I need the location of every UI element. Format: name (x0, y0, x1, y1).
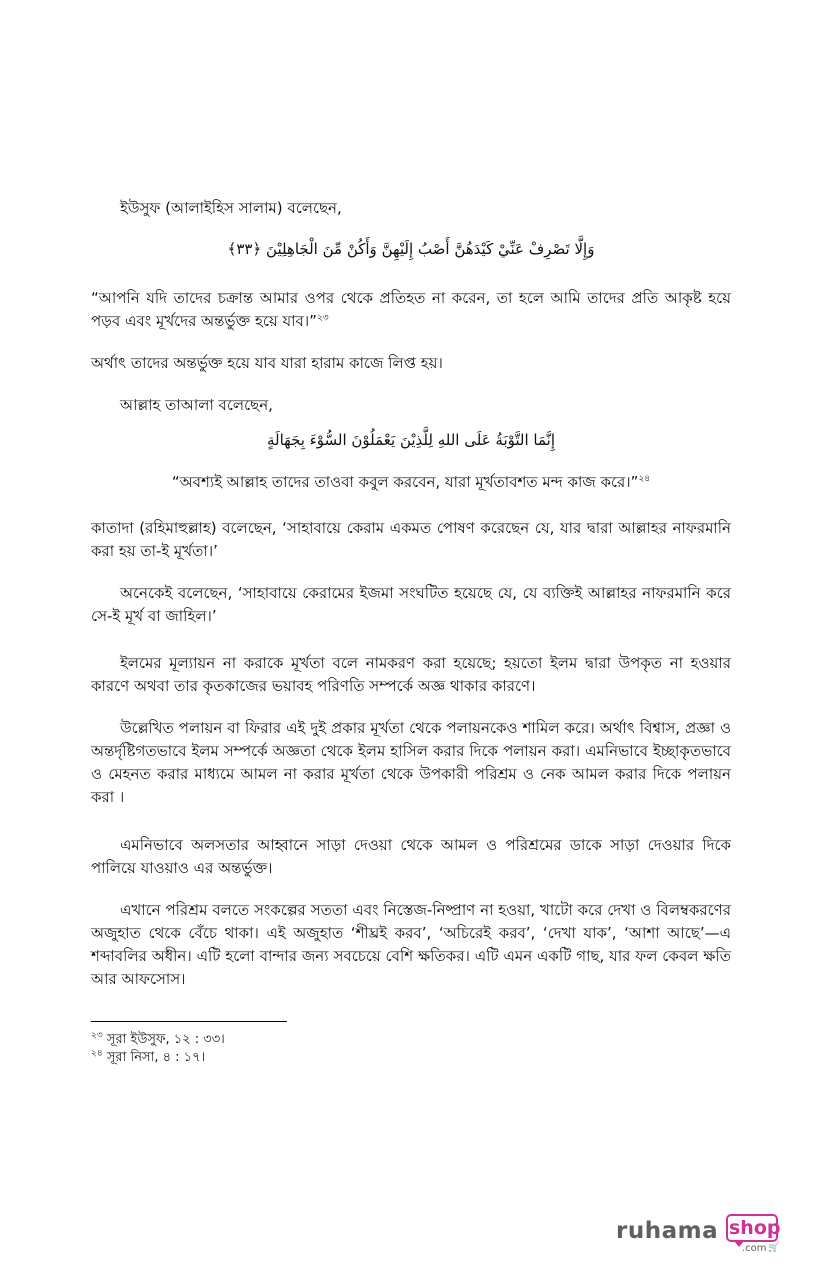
paragraph-laziness: এমনিভাবে অলসতার আহ্বানে সাড়া দেওয়া থেকে আমল ও পরিশ্রমের ডাকে সাড়া দেওয়ার দিকে পালিয়ে যাওয়াও এর অন্তর্ভুক্ত। (91, 836, 731, 877)
arabic-verse-tawbah: إِنَّمَا التَّوْبَةُ عَلَى اللهِ لِلَّذِيْنَ يَعْمَلُوْنَ السُّوْءَ بِجَهَالَةٍ (266, 431, 556, 449)
footnote-24 (91, 1049, 205, 1066)
paragraph-escape: উল্লেখিত পলায়ন বা ফিরার এই দুই প্রকার মূর্খতা থেকে পলায়নকেও শামিল করে। অর্থাৎ বিশ্বাস, প্রজ্ঞা ও অন্তর্দৃষ্টিগতভাবে ইলম সম্পর্কে অজ্ঞতা থেকে ইলম হাসিল করার দিকে পলায়ন করা। এমনিভাবে ইচ্ছাকৃতভাবে ও মেহনত করার মাধ্যমে আমল না করার মূর্খতা থেকে উপকারী পরিশ্রম ও নেক আমল করার দিকে পলায়ন করা । (91, 719, 731, 806)
translation-text: “অবশ্যই আল্লাহ তাদের তাওবা কবুল করবেন, যারা মূর্খতাবশত মন্দ কাজ করে।” (171, 473, 639, 491)
ruhamashop-logo[interactable] (616, 1212, 781, 1257)
cart-icon: 🛒 (768, 1243, 780, 1253)
paragraph-effort: এখানে পরিশ্রম বলতে সংকল্পের সততা এবং নিস্তেজ-নিষ্প্রাণ না হওয়া, খাটো করে দেখা ও বিলম্বকরণের অজুহাত থেকে বেঁচে থাকা। এই অজুহাত ‘শীঘ্রই করব’, ‘অচিরেই করব’, ‘দেখা যাক’, ‘আশা আছে’—এ শব্দাবলির অধীন। এটি হলো বান্দার জন্য সবচেয়ে বেশি ক্ষতিকর। এটি এমন একটি গাছ, যার ফল কেবল ক্ষতি আর আফসোস। (91, 901, 731, 988)
logo-text-ruhama: ruhama (616, 1218, 719, 1244)
paragraph-explanation: অর্থাৎ তাদের অন্তর্ভুক্ত হয়ে যাব যারা হারাম কাজে লিপ্ত হয়। (91, 354, 443, 372)
paragraph-ilm: ইলমের মূল্যায়ন না করাকে মূর্খতা বলে নামকরণ করা হয়েছে; হয়তো ইলম দ্বারা উপকৃত না হওয়ার কারণে অথবা তার কৃতকাজের ভয়াবহ পরিণতি সম্পর্কে অজ্ঞ থাকার কারণে। (91, 654, 731, 695)
paragraph-translation-1 (91, 287, 731, 333)
footnote-number: ২৪ (91, 1048, 103, 1059)
paragraph-qatadah: কাতাদা (রহিমাহুল্লাহ) বলেছেন, ‘সাহাবায়ে কেরাম একমত পোষণ করেছেন যে, যার দ্বারা আল্লাহর নাফরমানি করা হয় তা-ই মূর্খতা।’ (91, 519, 731, 560)
verse-text: وَإِلَّا تَصْرِفْ عَنِّيْ كَيْدَهُنَّ أَصْبُ إِلَيْهِنَّ وَأَكُنْ مِّنَ الْجَاهِلِيْنَ (266, 240, 595, 258)
logo-text-com: .com (742, 1243, 767, 1254)
paragraph-allah-said: আল্লাহ তাআলা বলেছেন, (120, 396, 273, 414)
footnote-23 (91, 1031, 225, 1048)
paragraph-many-said: অনেকেই বলেছেন, ‘সাহাবায়ে কেরামের ইজমা সংঘটিত হয়েছে যে, যে ব্যক্তিই আল্লাহর নাফরমানি করে সে-ই মূর্খ বা জাহিল।’ (91, 584, 731, 625)
footnote-ref-24[interactable]: ২৪ (638, 474, 651, 484)
footnote-text: সূরা ইউসুফ, ১২ : ৩৩। (106, 1032, 225, 1047)
logo-text-shop: shop (729, 1217, 781, 1239)
footnote-text: সূরা নিসা, ৪ : ১৭। (106, 1050, 206, 1065)
footnote-ref-23[interactable]: ২৩ (316, 313, 329, 323)
paragraph-yusuf-said: ইউসুফ (আলাইহিস সালাম) বলেছেন, (120, 199, 342, 217)
verse-number: ﴿٣٣﴾ (227, 240, 262, 258)
footnote-number: ২৩ (91, 1030, 103, 1041)
translation-text: “আপনি যদি তাদের চক্রান্ত আমার ওপর থেকে প্রতিহত না করেন, তা হলে আমি তাদের প্রতি আকৃষ্ট হয়ে পড়ব এবং মূর্খদের অন্তর্ভুক্ত হয়ে যাব।” (91, 289, 731, 330)
paragraph-translation-2 (91, 471, 731, 494)
footnote-divider (91, 1021, 287, 1022)
arabic-verse-yusuf (91, 240, 731, 258)
